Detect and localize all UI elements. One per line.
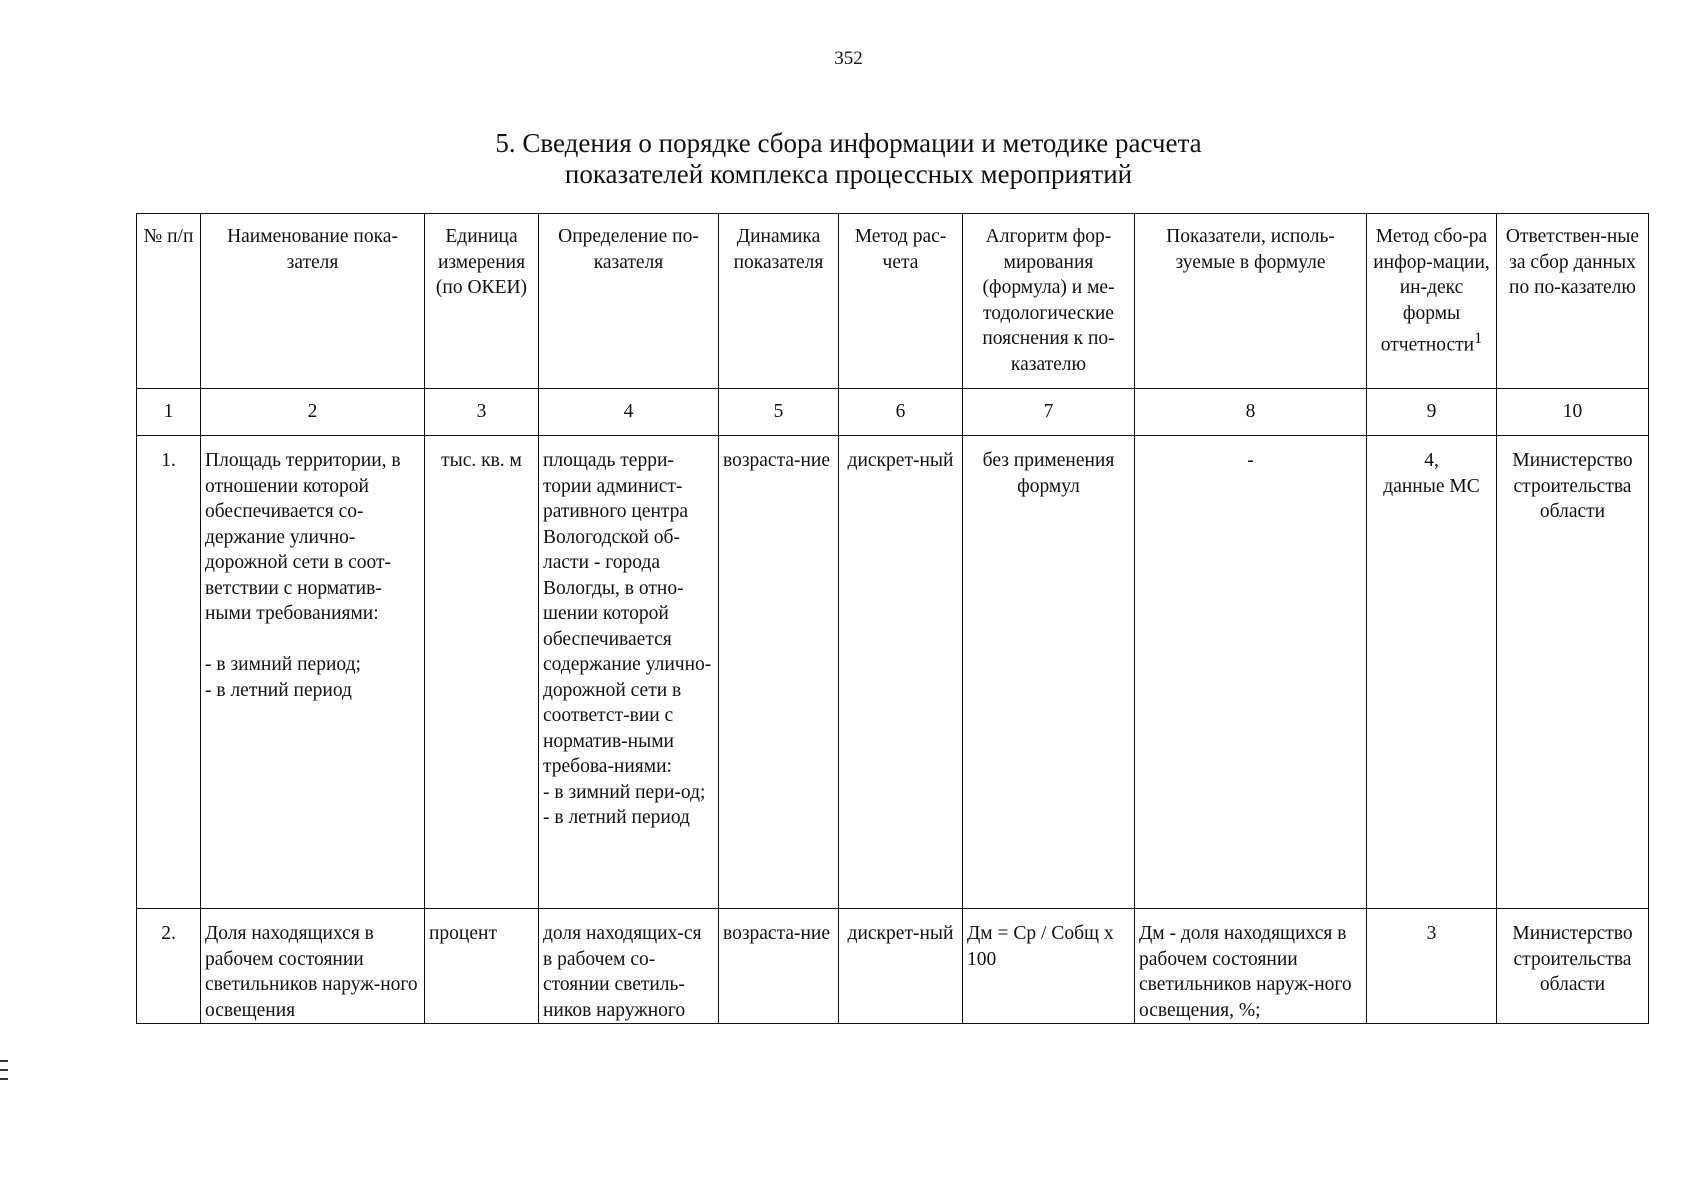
header-cell: Динамика показателя [719,214,839,389]
column-number: 7 [963,389,1135,436]
dynamics: возраста-ние [719,436,839,909]
collection-method: 3 [1367,909,1497,1024]
unit: процент [425,909,539,1024]
column-number: 8 [1135,389,1367,436]
indicator-name: Доля находящихся в рабочем состоянии светильников наруж-ного освещения [201,909,425,1024]
column-number: 1 [137,389,201,436]
header-cell: Определение по-казателя [539,214,719,389]
margin-marks [0,1060,8,1087]
algorithm: без применения формул [963,436,1135,909]
header-cell: Единица измерения (по ОКЕИ) [425,214,539,389]
header-cell: № п/п [137,214,201,389]
formula-indicators: Дм - доля находящихся в рабочем состоянии светильников наруж-ного освещения, %; [1135,909,1367,1024]
table-row [137,909,1649,1024]
footnote-marker: 1 [1474,329,1483,347]
calc-method: дискрет-ный [839,909,963,1024]
page-number: 352 [834,48,863,69]
header-cell: Метод рас-чета [839,214,963,389]
collection-method: 4, данные МС [1367,436,1497,909]
column-number: 4 [539,389,719,436]
header-cell: Показатели, исполь-зуемые в формуле [1135,214,1367,389]
margin-mark [0,1078,8,1080]
title-line-2: показателей комплекса процессных мероприятий [564,159,1133,189]
definition: доля находящих-ся в рабочем со-стоянии светиль-ников наружного [539,909,719,1024]
column-number-row [137,389,1649,436]
row-number: 2. [137,909,201,1024]
table-row [137,436,1649,909]
header-cell [1367,214,1497,389]
page-title [0,128,1697,190]
margin-mark [0,1069,8,1071]
dynamics: возраста-ние [719,909,839,1024]
algorithm: Дм = Ср / Собщ x 100 [963,909,1135,1024]
definition: площадь терри-тории админист-ративного центра Вологодской об-ласти - города Вологды, в отно-шении которой обеспечивается содержание улично-дорожной сети в соответст-вии с норматив-ными требова-ниями: - в зимний пери-од; - в летний период [539,436,719,909]
row-number: 1. [137,436,201,909]
unit: тыс. кв. м [425,436,539,909]
responsible: Министерство строительства области [1497,909,1649,1024]
header-cell: Ответствен-ные за сбор данных по по-казателю [1497,214,1649,389]
column-number: 5 [719,389,839,436]
column-number: 10 [1497,389,1649,436]
header-cell: Наименование пока-зателя [201,214,425,389]
header-cell: Алгоритм фор-мирования (формула) и ме-тодологические пояснения к по-казателю [963,214,1135,389]
column-number: 3 [425,389,539,436]
indicator-name: Площадь территории, в отношении которой обеспечивается со-держание улично-дорожной сети в соот-ветствии с норматив-ными требованиями: - в зимний период; - в летний период [201,436,425,909]
calc-method: дискрет-ный [839,436,963,909]
responsible: Министерство строительства области [1497,436,1649,909]
header-text: Метод сбо-ра инфор-мации, ин-декс формы отчетности [1373,226,1490,356]
column-number: 2 [201,389,425,436]
column-number: 6 [839,389,963,436]
formula-indicators: - [1135,436,1367,909]
margin-mark [0,1060,8,1062]
column-number: 9 [1367,389,1497,436]
indicators-table [136,213,1649,1024]
title-line-1: 5. Сведения о порядке сбора информации и методике расчета [495,128,1202,158]
header-row [137,214,1649,389]
